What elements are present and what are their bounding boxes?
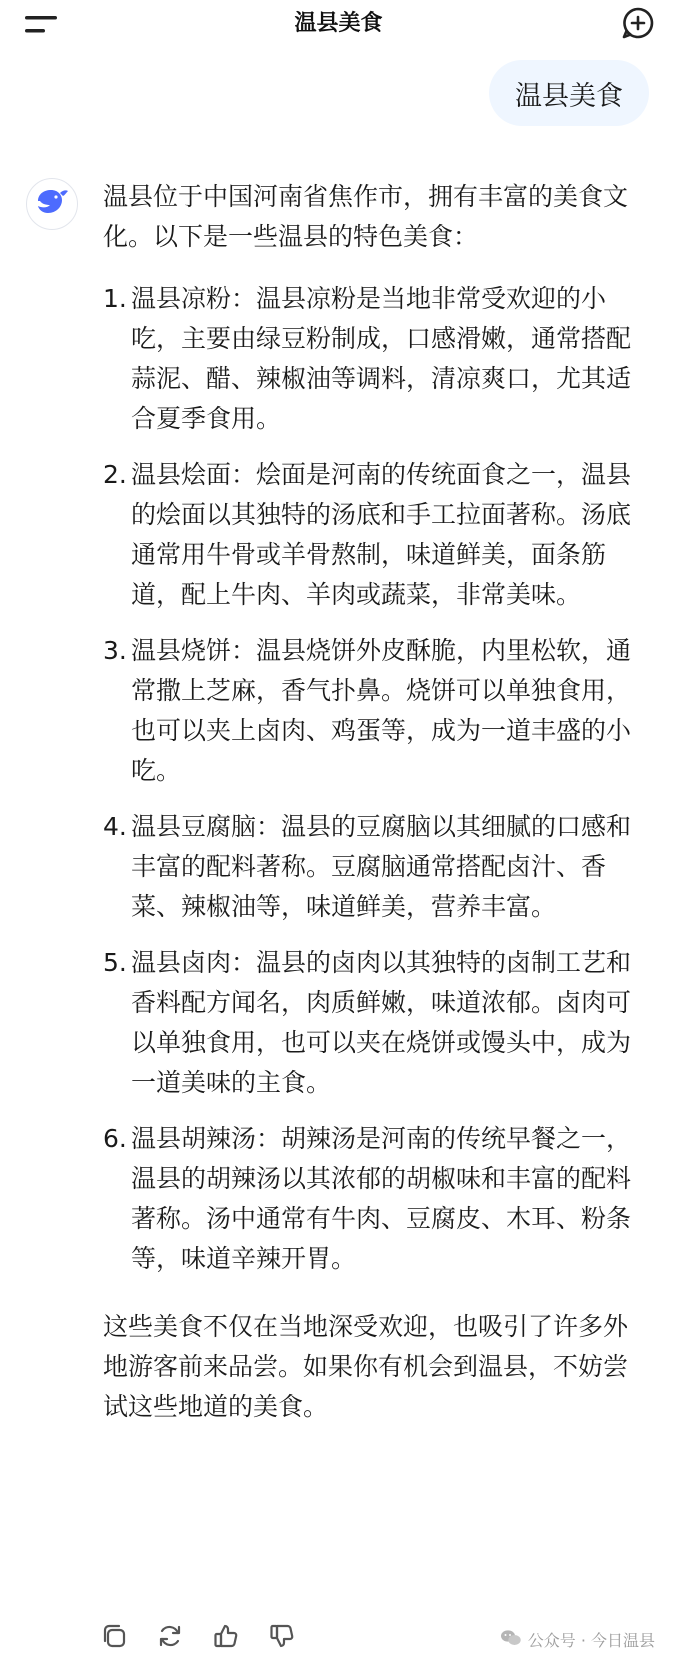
thumbs-up-icon[interactable] [212,1622,240,1650]
wechat-icon [500,1629,522,1651]
list-item [103,943,633,1103]
list-text: 温县胡辣汤：胡辣汤是河南的传统早餐之一，温县的胡辣汤以其浓郁的胡椒味和丰富的配料著称。汤中通常有牛肉、豆腐皮、木耳、粉条等，味道辛辣开胃。 [131,1124,632,1273]
list-number: 4. [103,812,127,841]
list-text: 温县烧饼：温县烧饼外皮酥脆，内里松软，通常撒上芝麻，香气扑鼻。烧饼可以单独食用，也可以夹上卤肉、鸡蛋等，成为一道丰盛的小吃。 [131,636,632,785]
message-actions [100,1622,296,1650]
list-number: 6. [103,1124,127,1153]
list-text: 温县凉粉：温县凉粉是当地非常受欢迎的小吃，主要由绿豆粉制成，口感滑嫩，通常搭配蒜泥、醋、辣椒油等调料，清凉爽口，尤其适合夏季食用。 [131,284,632,433]
answer-outro: 这些美食不仅在当地深受欢迎，也吸引了许多外地游客前来品尝。如果你有机会到温县，不妨尝试这些地道的美食。 [103,1312,629,1421]
top-bar [0,0,677,48]
list-item [103,807,633,927]
user-message-bubble: 温县美食 [489,60,649,126]
whale-logo-icon [35,187,69,221]
list-text: 温县卤肉：温县的卤肉以其独特的卤制工艺和香料配方闻名，肉质鲜嫩，味道浓郁。卤肉可以单独食用，也可以夹在烧饼或馒头中，成为一道美味的主食。 [131,948,632,1097]
new-chat-icon[interactable] [621,6,655,40]
list-number: 2. [103,460,127,489]
list-text: 温县豆腐脑：温县的豆腐脑以其细腻的口感和丰富的配料著称。豆腐脑通常搭配卤汁、香菜、辣椒油等，味道鲜美，营养丰富。 [131,812,632,921]
list-item [103,631,633,791]
assistant-avatar [26,178,78,230]
food-list [103,279,633,1279]
answer-intro: 温县位于中国河南省焦作市，拥有丰富的美食文化。以下是一些温县的特色美食： [103,182,629,251]
list-item [103,1119,633,1279]
list-number: 5. [103,948,127,977]
list-text: 温县烩面：烩面是河南的传统面食之一，温县的烩面以其独特的汤底和手工拉面著称。汤底通常用牛骨或羊骨熬制，味道鲜美，面条筋道，配上牛肉、羊肉或蔬菜，非常美味。 [131,460,632,609]
regenerate-icon[interactable] [156,1622,184,1650]
watermark-text: 公众号 · 今日温县 [527,1631,655,1650]
watermark [500,1628,655,1651]
assistant-message [103,177,633,1427]
list-number: 1. [103,284,127,313]
list-item [103,279,633,439]
copy-icon[interactable] [100,1622,128,1650]
list-number: 3. [103,636,127,665]
thumbs-down-icon[interactable] [268,1622,296,1650]
page-title: 温县美食 [294,11,383,36]
list-item [103,455,633,615]
